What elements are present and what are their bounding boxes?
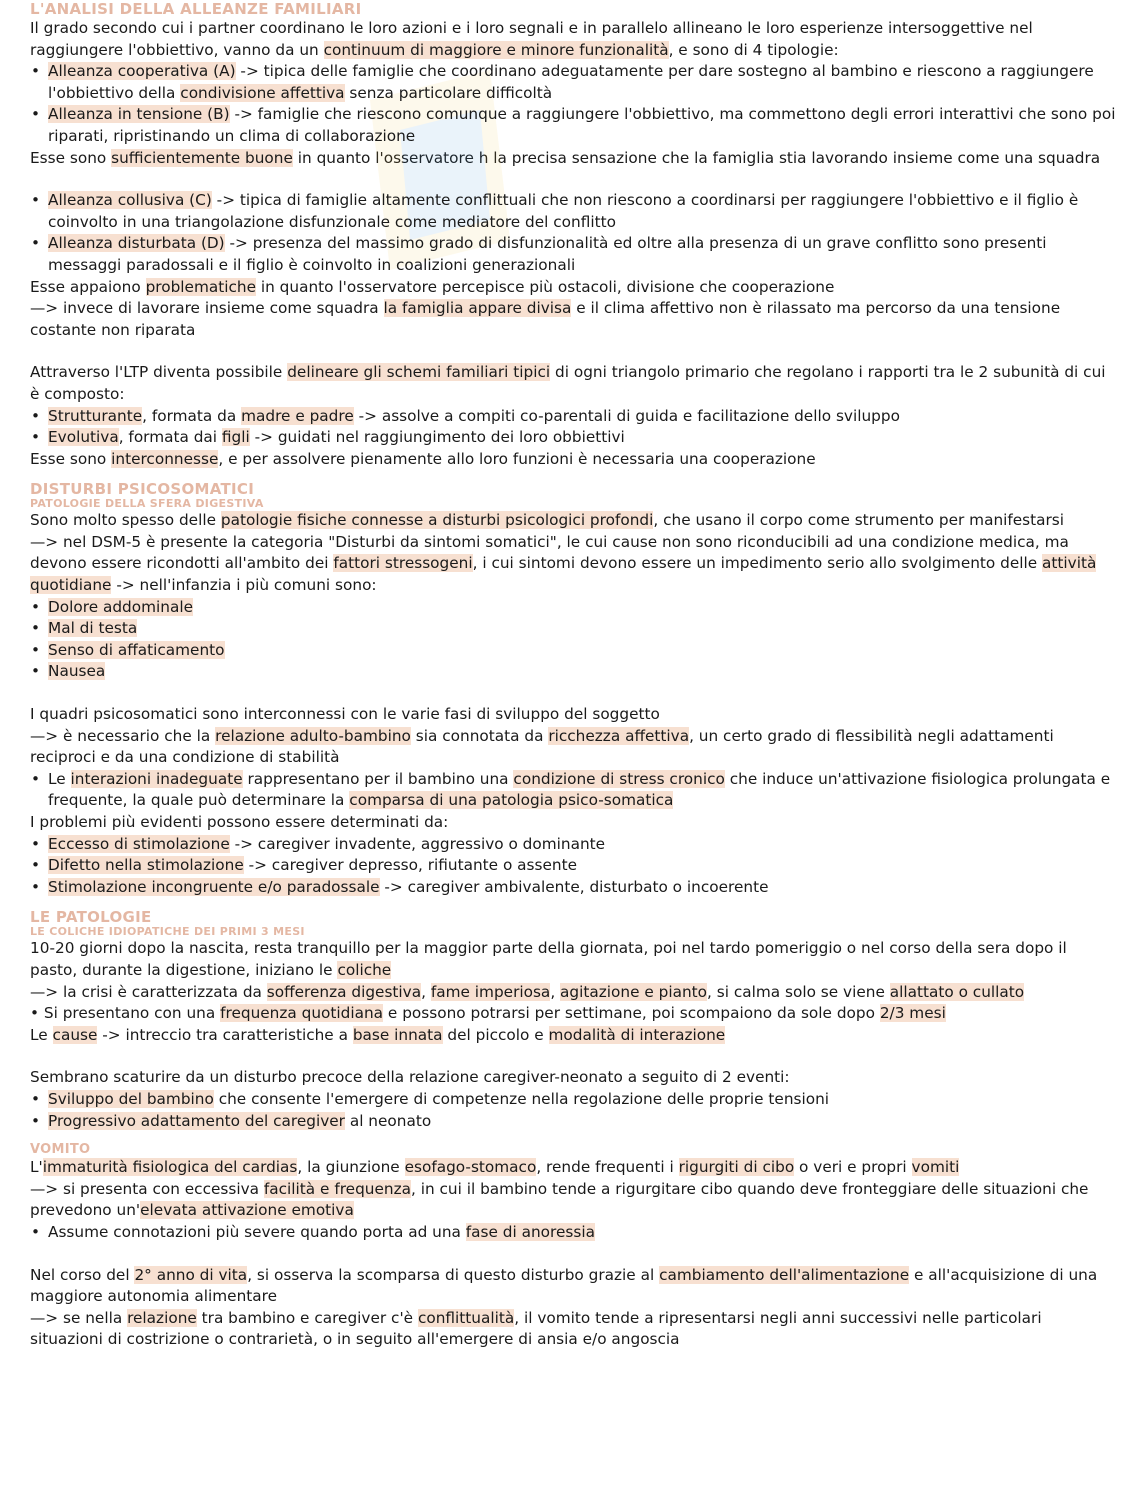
list-item: [30, 1089, 1118, 1111]
section-title-vomito: VOMITO: [30, 1142, 91, 1158]
text-run: , formata dai: [118, 428, 222, 447]
text-run: e all'acquisizione di una maggiore autonomia alimentare: [30, 1265, 1098, 1306]
list-item: [30, 233, 1118, 276]
text-run: -> caregiver invadente, aggressivo o dominante: [229, 834, 606, 853]
highlighted-text: condizione di stress cronico: [513, 769, 725, 788]
highlighted-text: coliche: [337, 960, 392, 979]
highlighted-text: ricchezza affettiva: [548, 726, 690, 745]
paragraph: [30, 1003, 1118, 1025]
text-run: I quadri psicosomatici sono interconnessi con le varie fasi di sviluppo del soggetto: [30, 705, 660, 724]
list-item: [30, 834, 1118, 856]
list-item: [30, 640, 1118, 662]
text-run: , i cui sintomi devono essere un impedimento serio allo svolgimento delle: [472, 554, 1043, 573]
text-run: • Si presentano con una: [30, 1004, 221, 1023]
highlighted-text: continuum di maggiore e minore funzionalità: [323, 40, 669, 59]
paragraph: [30, 532, 1118, 597]
list-item: [30, 104, 1118, 147]
text-run: tra bambino e caregiver c'è: [196, 1308, 418, 1327]
section-title-disturbi: DISTURBI PSICOSOMATICI: [30, 480, 255, 499]
text-run: —> se nella: [30, 1308, 128, 1327]
paragraph: [30, 298, 1118, 341]
list-item: [30, 427, 1118, 449]
text-run: Il grado secondo cui i partner coordinano le loro azioni e i loro segnali e in parallelo allineano le loro esperienze intersoggettive nel raggiungere l'obbiettivo, vanno da un: [30, 19, 1033, 59]
list-item: [30, 661, 1118, 683]
highlighted-text: Alleanza in tensione (B): [48, 105, 230, 124]
paragraph: [30, 362, 1118, 405]
highlighted-text: interazioni inadeguate: [70, 769, 243, 788]
text-run: Esse sono: [30, 449, 112, 468]
text-run: Le: [48, 769, 71, 788]
section-title-alleanze: L'ANALISI DELLA ALLEANZE FAMILIARI: [30, 0, 362, 18]
text-run: senza particolare difficoltà: [344, 83, 553, 102]
text-run: -> presenza del massimo grado di disfunzionalità ed oltre alla presenza di un grave conflitto sono presenti messaggi paradossali e il figlio è coinvolto in coalizioni generazionali: [48, 234, 1047, 274]
section-vomito: [30, 1157, 1118, 1351]
highlighted-text: Difetto nella stimolazione: [48, 856, 244, 875]
highlighted-text: condivisione affettiva: [180, 83, 345, 102]
text-run: Esse sono: [30, 148, 112, 167]
text-run: , formata da: [142, 406, 242, 425]
text-run: -> intreccio tra caratteristiche a: [97, 1025, 353, 1044]
highlighted-text: relazione adulto-bambino: [215, 726, 411, 745]
paragraph: [30, 1308, 1118, 1351]
paragraph: [30, 510, 1118, 532]
highlighted-text: facilità e frequenza: [263, 1179, 411, 1198]
text-run: in quanto l'osservatore percepisce più ostacoli, divisione che cooperazione: [256, 277, 835, 296]
text-run: —> la crisi è caratterizzata da: [30, 982, 267, 1001]
list-item: [30, 855, 1118, 877]
text-run: —> si presenta con eccessiva: [30, 1179, 264, 1198]
highlighted-text: vomiti: [911, 1158, 960, 1177]
text-run: , il vomito tende a ripresentarsi negli anni successivi nelle particolari situazioni di costrizione o contrarietà, o in seguito all'emergere di ansia e/o angoscia: [30, 1308, 1042, 1349]
text-run: che consente l'emergere di competenze nella regolazione delle proprie tensioni: [213, 1089, 830, 1108]
text-run: -> caregiver depresso, rifiutante o assente: [243, 856, 577, 875]
text-run: —> è necessario che la: [30, 726, 216, 745]
highlighted-text: sufficientemente buone: [111, 148, 293, 167]
list-item: [30, 1222, 1118, 1244]
paragraph: [30, 812, 1118, 834]
list-alleanze-funzionali: [30, 61, 1118, 147]
text-run: rappresentano per il bambino una: [242, 769, 514, 788]
text-run: L': [30, 1158, 43, 1177]
list-eventi: [30, 1089, 1118, 1132]
text-run: -> tipica delle famiglie che coordinano adeguatamente per dare sostegno al bambino e riescono a raggiungere l'obbiettivo della: [48, 62, 1094, 102]
list-item: [30, 190, 1118, 233]
highlighted-text: Evolutiva: [48, 428, 119, 447]
highlighted-text: cambiamento dell'alimentazione: [659, 1265, 910, 1284]
highlighted-text: interconnesse: [111, 449, 219, 468]
text-run: —> invece di lavorare insieme come squadra: [30, 299, 384, 318]
text-run: -> assolve a compiti co-parentali di guida e facilitazione dello sviluppo: [353, 406, 900, 425]
section-title-patologie: LE PATOLOGIE: [30, 908, 152, 927]
text-run: , la giunzione: [297, 1158, 405, 1177]
highlighted-text: Eccesso di stimolazione: [48, 834, 230, 853]
list-item: [30, 1111, 1118, 1133]
list-alleanze-disfunzionali: [30, 190, 1118, 276]
list-item: [30, 597, 1118, 619]
text-run: del piccolo e: [442, 1025, 549, 1044]
text-run: Sembrano scaturire da un disturbo precoce della relazione caregiver-neonato a seguito di 2 eventi:: [30, 1068, 790, 1087]
paragraph: [30, 982, 1118, 1004]
text-run: al neonato: [344, 1111, 432, 1130]
highlighted-text: delineare gli schemi familiari tipici: [287, 363, 551, 382]
highlighted-text: Dolore addominale: [48, 597, 194, 616]
highlighted-text: esofago-stomaco: [404, 1158, 537, 1177]
highlighted-text: problematiche: [145, 277, 257, 296]
highlighted-text: fase di anoressia: [465, 1222, 595, 1241]
highlighted-text: madre e padre: [241, 406, 354, 425]
highlighted-text: agitazione e pianto: [560, 982, 708, 1001]
highlighted-text: comparsa di una patologia psico-somatica: [349, 791, 674, 810]
list-interazioni: [30, 769, 1118, 812]
highlighted-text: figli: [221, 428, 250, 447]
text-run: Sono molto spesso delle: [30, 511, 221, 530]
text-run: e possono potrarsi per settimane, poi scompaiono da sole dopo: [383, 1004, 880, 1023]
text-run: , si osserva la scomparsa di questo disturbo grazie al: [247, 1265, 660, 1284]
text-run: ,: [421, 982, 431, 1001]
section-disturbi: [30, 510, 1118, 898]
list-sintomi: [30, 597, 1118, 683]
paragraph: [30, 704, 1118, 726]
paragraph: [30, 1179, 1118, 1222]
section-subtitle-sfera-digestiva: PATOLOGIE DELLA SFERA DIGESTIVA: [30, 497, 264, 511]
highlighted-text: base innata: [352, 1025, 443, 1044]
text-run: , si calma solo se viene: [707, 982, 890, 1001]
paragraph: [30, 1067, 1118, 1089]
highlighted-text: elevata attivazione emotiva: [140, 1201, 354, 1220]
highlighted-text: fattori stressogeni: [333, 554, 473, 573]
highlighted-text: Alleanza collusiva (C): [48, 191, 212, 210]
highlighted-text: patologie fisiche connesse a disturbi psicologici profondi: [220, 511, 654, 530]
list-subunita: [30, 406, 1118, 449]
highlighted-text: Stimolazione incongruente e/o paradossale: [48, 877, 380, 896]
list-problemi: [30, 834, 1118, 899]
list-item: [30, 61, 1118, 104]
highlighted-text: attività quotidiane: [30, 554, 1097, 595]
text-run: -> tipica di famiglie altamente conflittuali che non riescono a coordinarsi per raggiungere l'obbiettivo e il figlio è coinvolto in una triangolazione disfunzionale come mediatore del conflitto: [48, 191, 1079, 231]
text-run: o veri e propri: [794, 1158, 912, 1177]
paragraph: [30, 726, 1118, 769]
highlighted-text: la famiglia appare divisa: [383, 299, 572, 318]
highlighted-text: 2/3 mesi: [879, 1004, 946, 1023]
highlighted-text: Nausea: [48, 662, 106, 681]
paragraph: [30, 938, 1118, 981]
text-run: Esse appaiono: [30, 277, 146, 296]
highlighted-text: Senso di affaticamento: [48, 640, 225, 659]
highlighted-text: rigurgiti di cibo: [678, 1158, 795, 1177]
highlighted-text: sofferenza digestiva: [266, 982, 422, 1001]
text-run: Assume connotazioni più severe quando porta ad una: [48, 1222, 466, 1241]
section-subtitle-coliche: LE COLICHE IDIOPATICHE DEI PRIMI 3 MESI: [30, 925, 305, 939]
list-item: [30, 877, 1118, 899]
paragraph: [30, 277, 1118, 299]
list-item: [30, 406, 1118, 428]
list-item: [30, 618, 1118, 640]
text-run: che induce un'attivazione fisiologica prolungata e frequente, la quale può determinare la: [48, 769, 1111, 810]
text-run: Attraverso l'LTP diventa possibile: [30, 363, 288, 382]
highlighted-text: Sviluppo del bambino: [48, 1089, 214, 1108]
text-run: -> nell'infanzia i più comuni sono:: [111, 576, 377, 595]
highlighted-text: Mal di testa: [48, 619, 138, 638]
text-run: -> famiglie che riescono comunque a raggiungere l'obbiettivo, ma commettono degli errori interattivi che sono poi riparati, ripristinando un clima di collaborazione: [48, 105, 1116, 145]
highlighted-text: modalità di interazione: [548, 1025, 726, 1044]
text-run: , e sono di 4 tipologie:: [668, 40, 839, 59]
text-run: , che usano il corpo come strumento per manifestarsi: [653, 511, 1065, 530]
text-run: —> nel DSM-5 è presente la categoria "Disturbi da sintomi somatici", le cui cause non sono riconducibili ad una condizione medica, ma devono essere ricondotti all'ambito dei: [30, 532, 1069, 573]
text-run: -> caregiver ambivalente, disturbato o incoerente: [379, 877, 769, 896]
highlighted-text: fame imperiosa: [430, 982, 551, 1001]
paragraph: [30, 148, 1118, 170]
highlighted-text: conflittualità: [417, 1308, 515, 1327]
text-run: I problemi più evidenti possono essere determinati da:: [30, 813, 449, 831]
text-run: sia connotata da: [410, 726, 549, 745]
text-run: di ogni triangolo primario che regolano i rapporti tra le 2 subunità di cui è composto:: [30, 363, 1106, 403]
text-run: , e per assolvere pienamente allo loro funzioni è necessaria una cooperazione: [218, 449, 816, 468]
text-run: Le: [30, 1025, 53, 1044]
paragraph: [30, 18, 1118, 61]
highlighted-text: immaturità fisiologica del cardias: [42, 1158, 298, 1177]
paragraph: [30, 1025, 1118, 1047]
text-run: 10-20 giorni dopo la nascita, resta tranquillo per la maggior parte della giornata, poi nel tardo pomeriggio o nel corso della sera dopo il pasto, durante la digestione, iniziano le: [30, 939, 1067, 979]
text-run: , in cui il bambino tende a rigurgitare cibo quando deve fronteggiare delle situazioni che prevedono un': [30, 1179, 1089, 1220]
text-run: in quanto l'osservatore h la precisa sensazione che la famiglia stia lavorando insieme come una squadra: [292, 148, 1101, 167]
text-run: e il clima affettivo non è rilassato ma percorso da una tensione costante non riparata: [30, 299, 1061, 339]
highlighted-text: relazione: [127, 1308, 197, 1327]
highlighted-text: 2° anno di vita: [134, 1265, 248, 1284]
text-run: , rende frequenti i: [536, 1158, 679, 1177]
text-run: ,: [550, 982, 561, 1001]
highlighted-text: allattato o cullato: [889, 982, 1025, 1001]
paragraph: [30, 1265, 1118, 1308]
highlighted-text: Strutturante: [48, 406, 143, 425]
text-run: Nel corso del: [30, 1265, 135, 1284]
highlighted-text: Progressivo adattamento del caregiver: [48, 1111, 345, 1130]
paragraph: [30, 1157, 1118, 1179]
text-run: -> guidati nel raggiungimento dei loro obbiettivi: [249, 428, 625, 447]
section-patologie: [30, 938, 1118, 1132]
highlighted-text: Alleanza disturbata (D): [48, 234, 225, 253]
list-item: [30, 769, 1118, 812]
text-run: , un certo grado di flessibilità negli adattamenti reciproci e da una condizione di stabilità: [30, 726, 1054, 767]
list-vomito: [30, 1222, 1118, 1244]
highlighted-text: Alleanza cooperativa (A): [48, 62, 236, 81]
section-alleanze: [30, 18, 1118, 470]
highlighted-text: cause: [52, 1025, 98, 1044]
paragraph: [30, 449, 1118, 471]
highlighted-text: frequenza quotidiana: [220, 1004, 384, 1023]
